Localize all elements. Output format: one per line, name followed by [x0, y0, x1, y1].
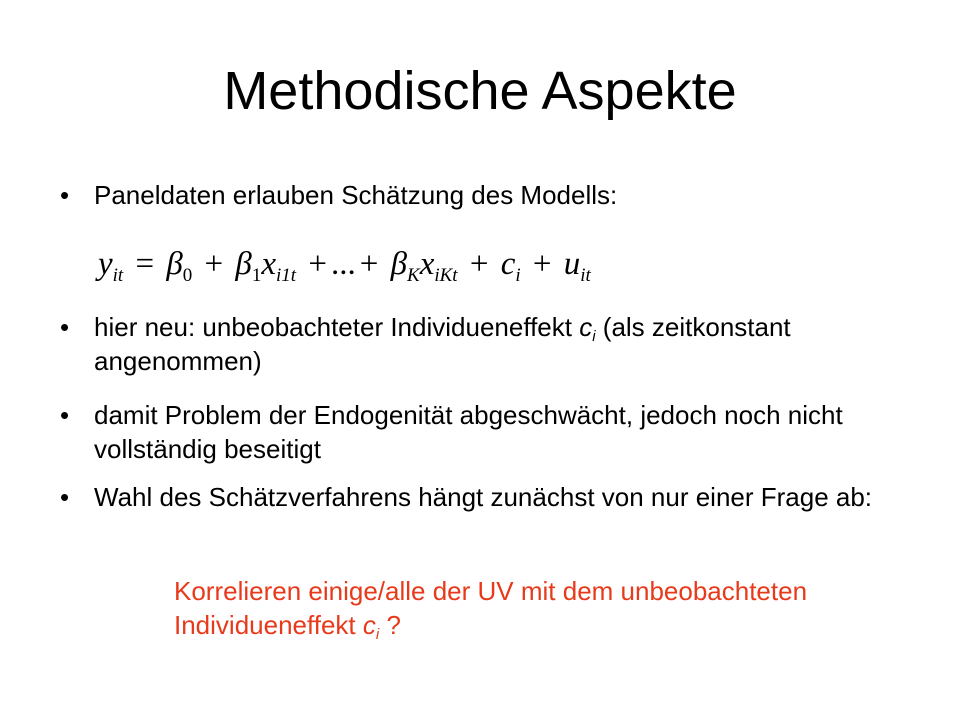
var-c-sub: i [375, 626, 380, 643]
eq-beta0: β [166, 246, 183, 282]
eq-plus: + [532, 246, 552, 282]
key-question [174, 574, 894, 642]
bullet-text: hier neu: unbeobachteter Individueneffekt [94, 312, 580, 342]
eq-x1: x [261, 246, 276, 282]
bullet-dot: • [60, 312, 70, 342]
bullet-item [60, 178, 894, 212]
bullet-dot: • [60, 482, 70, 512]
bullet-item [60, 398, 894, 466]
eq-c: c [500, 246, 516, 282]
var-c: c [579, 312, 593, 342]
eq-y-sub: it [112, 265, 124, 286]
eq-c-sub: i [515, 265, 521, 286]
bullet-dot: • [60, 400, 70, 430]
question-text: Korrelieren einige/alle der UV mit dem unbeobachteten Individueneffekt [174, 576, 808, 640]
bullet-text: damit Problem der Endogenität abgeschwächt, jedoch noch nicht vollständig beseitigt [94, 400, 843, 464]
eq-xK-sub: iKt [434, 265, 458, 286]
var-c: c [362, 610, 376, 640]
eq-plus: + [469, 246, 489, 282]
eq-beta0-sub: 0 [182, 265, 193, 286]
eq-u: u [563, 246, 581, 282]
eq-u-sub: it [580, 265, 591, 286]
eq-betaK-sub: K [407, 265, 420, 286]
eq-plus: + [359, 246, 379, 282]
var-c-sub: i [592, 328, 596, 345]
eq-beta1-sub: 1 [251, 265, 262, 286]
bullet-item [60, 310, 894, 378]
slide-title: Methodische Aspekte [223, 61, 737, 121]
bullet-item [60, 480, 894, 514]
bullet-text: Paneldaten erlauben Schätzung des Modells: [94, 180, 618, 210]
eq-y: y [98, 246, 113, 282]
eq-plus: + [204, 246, 224, 282]
question-text-rest: ? [379, 610, 401, 640]
bullet-text-rest: (als zeitkonstant angenommen) [94, 312, 791, 376]
bullet-text: Wahl des Schätzverfahrens hängt zunächst von nur einer Frage ab: [94, 482, 873, 512]
eq-plus: + [308, 246, 327, 282]
eq-ellipsis: ... [330, 246, 356, 282]
eq-xK: x [419, 246, 435, 282]
eq-beta1: β [235, 246, 252, 282]
eq-x1-sub: i1t [276, 265, 297, 286]
bullet-dot: • [60, 180, 70, 210]
eq-equals: = [135, 246, 155, 282]
eq-betaK: β [390, 246, 407, 282]
model-equation [98, 236, 591, 292]
